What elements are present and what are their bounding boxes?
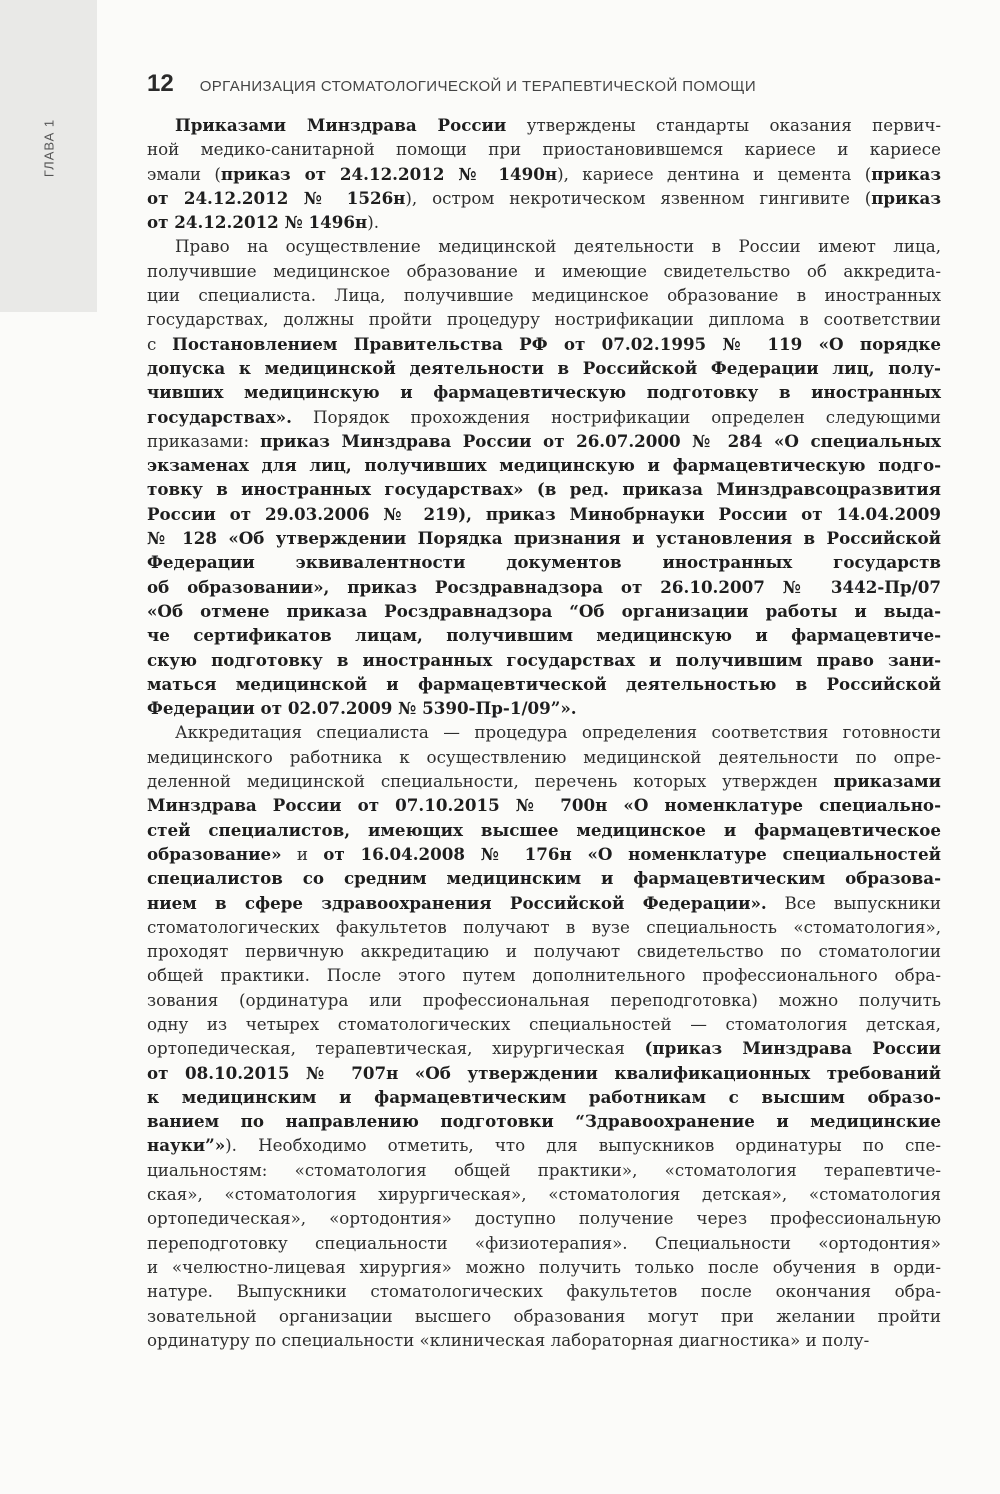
text-line xyxy=(147,137,941,161)
text-line xyxy=(147,1279,941,1303)
text-line xyxy=(147,599,941,623)
bold-text-run: № 128 «Об утверждении Порядка признания и установления в Российской xyxy=(147,528,941,549)
text-run: ной медико-санитарной помощи при приостановившемся кариесе и кариесе xyxy=(147,139,941,160)
text-line xyxy=(147,1206,941,1230)
bold-text-run: приказ xyxy=(871,163,941,184)
bold-text-run: об образовании», приказ Росздравнадзора от 26.10.2007 № 3442-Пр/07 xyxy=(147,576,941,597)
text-line xyxy=(147,307,941,331)
text-run: Все выпускники xyxy=(766,892,941,913)
bold-text-run: России от 29.03.2006 № 219), приказ Минобрнауки России от 14.04.2009 xyxy=(147,503,941,524)
text-run: циальностям: «стоматология общей практики», «стоматология терапевтиче- xyxy=(147,1159,941,1180)
bold-text-run: Приказами Минздрава России xyxy=(175,115,507,135)
bold-text-run: от 08.10.2015 № 707н «Об утверждении квалификационных требований xyxy=(147,1062,941,1083)
text-line xyxy=(147,769,941,793)
text-line xyxy=(147,915,941,939)
bold-text-run: приказами xyxy=(833,771,941,792)
text-line xyxy=(147,1231,941,1255)
body-text xyxy=(147,113,941,1352)
text-run: ординатуру по специальности «клиническая лабораторная диагностика» и полу- xyxy=(147,1329,870,1350)
text-run: эмали ( xyxy=(147,163,221,184)
text-line xyxy=(147,283,941,307)
bold-text-run: стей специалистов, имеющих высшее медицинское и фармацевтическое xyxy=(147,819,941,840)
bold-text-run: Федерации от 02.07.2009 № 5390-Пр-1/09”». xyxy=(147,698,577,719)
bold-text-run: товку в иностранных государствах» (в ред. приказа Минздравсоцразвития xyxy=(147,479,941,500)
text-line xyxy=(147,696,941,720)
text-run: одну из четырех стоматологических специальностей — стоматология детская, xyxy=(147,1013,941,1034)
text-run: ), кариесе дентина и цемента ( xyxy=(557,163,872,184)
text-run: переподготовку специальности «физиотерапия». Специальности «ортодонтия» xyxy=(147,1232,941,1253)
text-line xyxy=(147,259,941,283)
text-line xyxy=(147,963,941,987)
text-run: стоматологических факультетов получают в вузе специальность «стоматология», xyxy=(147,916,941,937)
text-run: натуре. Выпускники стоматологических факультетов после окончания обра- xyxy=(147,1281,941,1302)
paragraph xyxy=(147,113,941,234)
text-line xyxy=(147,1133,941,1157)
text-line xyxy=(147,526,941,550)
running-title: ОРГАНИЗАЦИЯ СТОМАТОЛОГИЧЕСКОЙ И ТЕРАПЕВТИЧЕСКОЙ ПОМОЩИ xyxy=(199,78,757,95)
text-run: и xyxy=(281,843,324,864)
text-line xyxy=(147,113,941,137)
bold-text-run: нием в сфере здравоохранения Российской Федерации». xyxy=(147,892,767,913)
text-line xyxy=(147,866,941,890)
text-run: с xyxy=(147,333,173,354)
bold-text-run: от 16.04.2008 № 176н «О номенклатуре специальностей xyxy=(323,843,941,864)
text-run: ции специалиста. Лица, получившие медицинское образование в иностранных xyxy=(147,285,941,306)
text-run: государствах, должны пройти процедуру нострификации диплома в соответствии xyxy=(147,309,941,330)
text-run: медицинского работника к осуществлению медицинской деятельности по опре- xyxy=(147,746,941,767)
text-run: ). Необходимо отметить, что для выпускников ординатуры по спе- xyxy=(225,1135,941,1156)
bold-text-run: Постановлением Правительства РФ от 07.02.1995 № 119 «О порядке xyxy=(172,333,941,354)
text-line xyxy=(147,210,941,234)
bold-text-run: (приказ Минздрава России xyxy=(644,1038,941,1059)
text-line xyxy=(147,720,941,744)
text-line xyxy=(147,162,941,186)
text-run: ская», «стоматология хирургическая», «стоматология детская», «стоматология xyxy=(147,1184,941,1205)
bold-text-run: приказ от 24.12.2012 № 1490н xyxy=(220,163,558,184)
text-line xyxy=(147,939,941,963)
text-line xyxy=(147,550,941,574)
bold-text-run: ванием по направлению подготовки “Здравоохранение и медицинские xyxy=(147,1111,941,1132)
text-run: Аккредитация специалиста — процедура определения соответствия готовности xyxy=(175,722,941,743)
paragraph xyxy=(147,234,941,720)
text-run: ). xyxy=(367,212,380,233)
text-line xyxy=(147,1255,941,1279)
text-run: утверждены стандарты оказания первич- xyxy=(506,115,941,135)
bold-text-run: Федерации эквивалентности документов иностранных государств xyxy=(147,552,941,573)
bold-text-run: от 24.12.2012 № 1526н xyxy=(147,187,406,208)
bold-text-run: специалистов со средним медицинским и фармацевтическим образова- xyxy=(147,868,941,889)
bold-text-run: Минздрава России от 07.10.2015 № 700н «О номенклатуре специально- xyxy=(147,795,941,816)
text-run: зовательной организации высшего образования могут при желании пройти xyxy=(147,1305,941,1326)
text-line xyxy=(147,818,941,842)
text-run: ортопедическая», «ортодонтия» доступно получение через профессиональную xyxy=(147,1208,941,1229)
text-line xyxy=(147,1328,941,1352)
text-line xyxy=(147,575,941,599)
paragraph xyxy=(147,720,941,1352)
text-run: ортопедическая, терапевтическая, хирургическая xyxy=(147,1038,645,1059)
text-line xyxy=(147,332,941,356)
text-line xyxy=(147,1085,941,1109)
text-run: получившие медицинское образование и имеющие свидетельство об аккредита- xyxy=(147,260,941,281)
bold-text-run: к медицинским и фармацевтическим работникам с высшим образо- xyxy=(147,1086,941,1107)
bold-text-run: приказ xyxy=(871,187,941,208)
text-line xyxy=(147,1036,941,1060)
text-line xyxy=(147,453,941,477)
text-line xyxy=(147,793,941,817)
text-line xyxy=(147,234,941,258)
text-line xyxy=(147,842,941,866)
page-number: 12 xyxy=(147,70,174,97)
bold-text-run: приказ Минздрава России от 26.07.2000 № 284 «О специальных xyxy=(260,430,942,451)
text-run: общей практики. После этого путем дополнительного профессионального обра- xyxy=(147,965,941,986)
bold-text-run: науки”» xyxy=(147,1135,226,1156)
text-line xyxy=(147,405,941,429)
text-line xyxy=(147,672,941,696)
chapter-label: ГЛАВА 1 xyxy=(41,118,57,178)
text-run: проходят первичную аккредитацию и получают свидетельство по стоматологии xyxy=(147,941,941,962)
text-run: Право на осуществление медицинской деятельности в России имеют лица, xyxy=(175,236,941,257)
text-run: зования (ординатура или профессиональная переподготовка) можно получить xyxy=(147,989,941,1010)
text-run: деленной медицинской специальности, перечень которых утвержден xyxy=(147,771,834,792)
text-run: приказами: xyxy=(147,430,261,451)
text-line xyxy=(147,356,941,380)
bold-text-run: экзаменах для лиц, получивших медицинскую и фармацевтическую подго- xyxy=(147,455,941,476)
bold-text-run: че сертификатов лицам, получившим медицинскую и фармацевтиче- xyxy=(147,625,941,646)
text-line xyxy=(147,502,941,526)
text-line xyxy=(147,1158,941,1182)
chapter-side-tab xyxy=(0,0,97,312)
text-line xyxy=(147,623,941,647)
page-header xyxy=(147,70,947,98)
text-line xyxy=(147,429,941,453)
text-line xyxy=(147,1304,941,1328)
text-line xyxy=(147,648,941,672)
bold-text-run: государствах». xyxy=(147,406,292,427)
text-line xyxy=(147,186,941,210)
text-line xyxy=(147,745,941,769)
bold-text-run: чивших медицинскую и фармацевтическую подготовку в иностранных xyxy=(147,382,941,403)
text-run: и «челюстно-лицевая хирургия» можно получить только после обучения в орди- xyxy=(147,1256,941,1277)
text-line xyxy=(147,1012,941,1036)
text-line xyxy=(147,988,941,1012)
bold-text-run: допуска к медицинской деятельности в Российской Федерации лиц, полу- xyxy=(147,357,941,378)
text-line xyxy=(147,1109,941,1133)
text-line xyxy=(147,380,941,404)
bold-text-run: «Об отмене приказа Росздравнадзора “Об организации работы и выда- xyxy=(147,600,941,621)
bold-text-run: образование» xyxy=(147,843,282,864)
text-line xyxy=(147,1061,941,1085)
text-line xyxy=(147,477,941,501)
text-line xyxy=(147,1182,941,1206)
bold-text-run: маться медицинской и фармацевтической деятельностью в Российской xyxy=(147,673,941,694)
bold-text-run: от 24.12.2012 № 1496н xyxy=(147,212,368,233)
text-run: Порядок прохождения нострификации определен следующими xyxy=(291,406,941,427)
text-line xyxy=(147,891,941,915)
bold-text-run: скую подготовку в иностранных государствах и получившим право зани- xyxy=(147,649,941,670)
text-run: ), остром некротическом язвенном гингивите ( xyxy=(405,187,872,208)
